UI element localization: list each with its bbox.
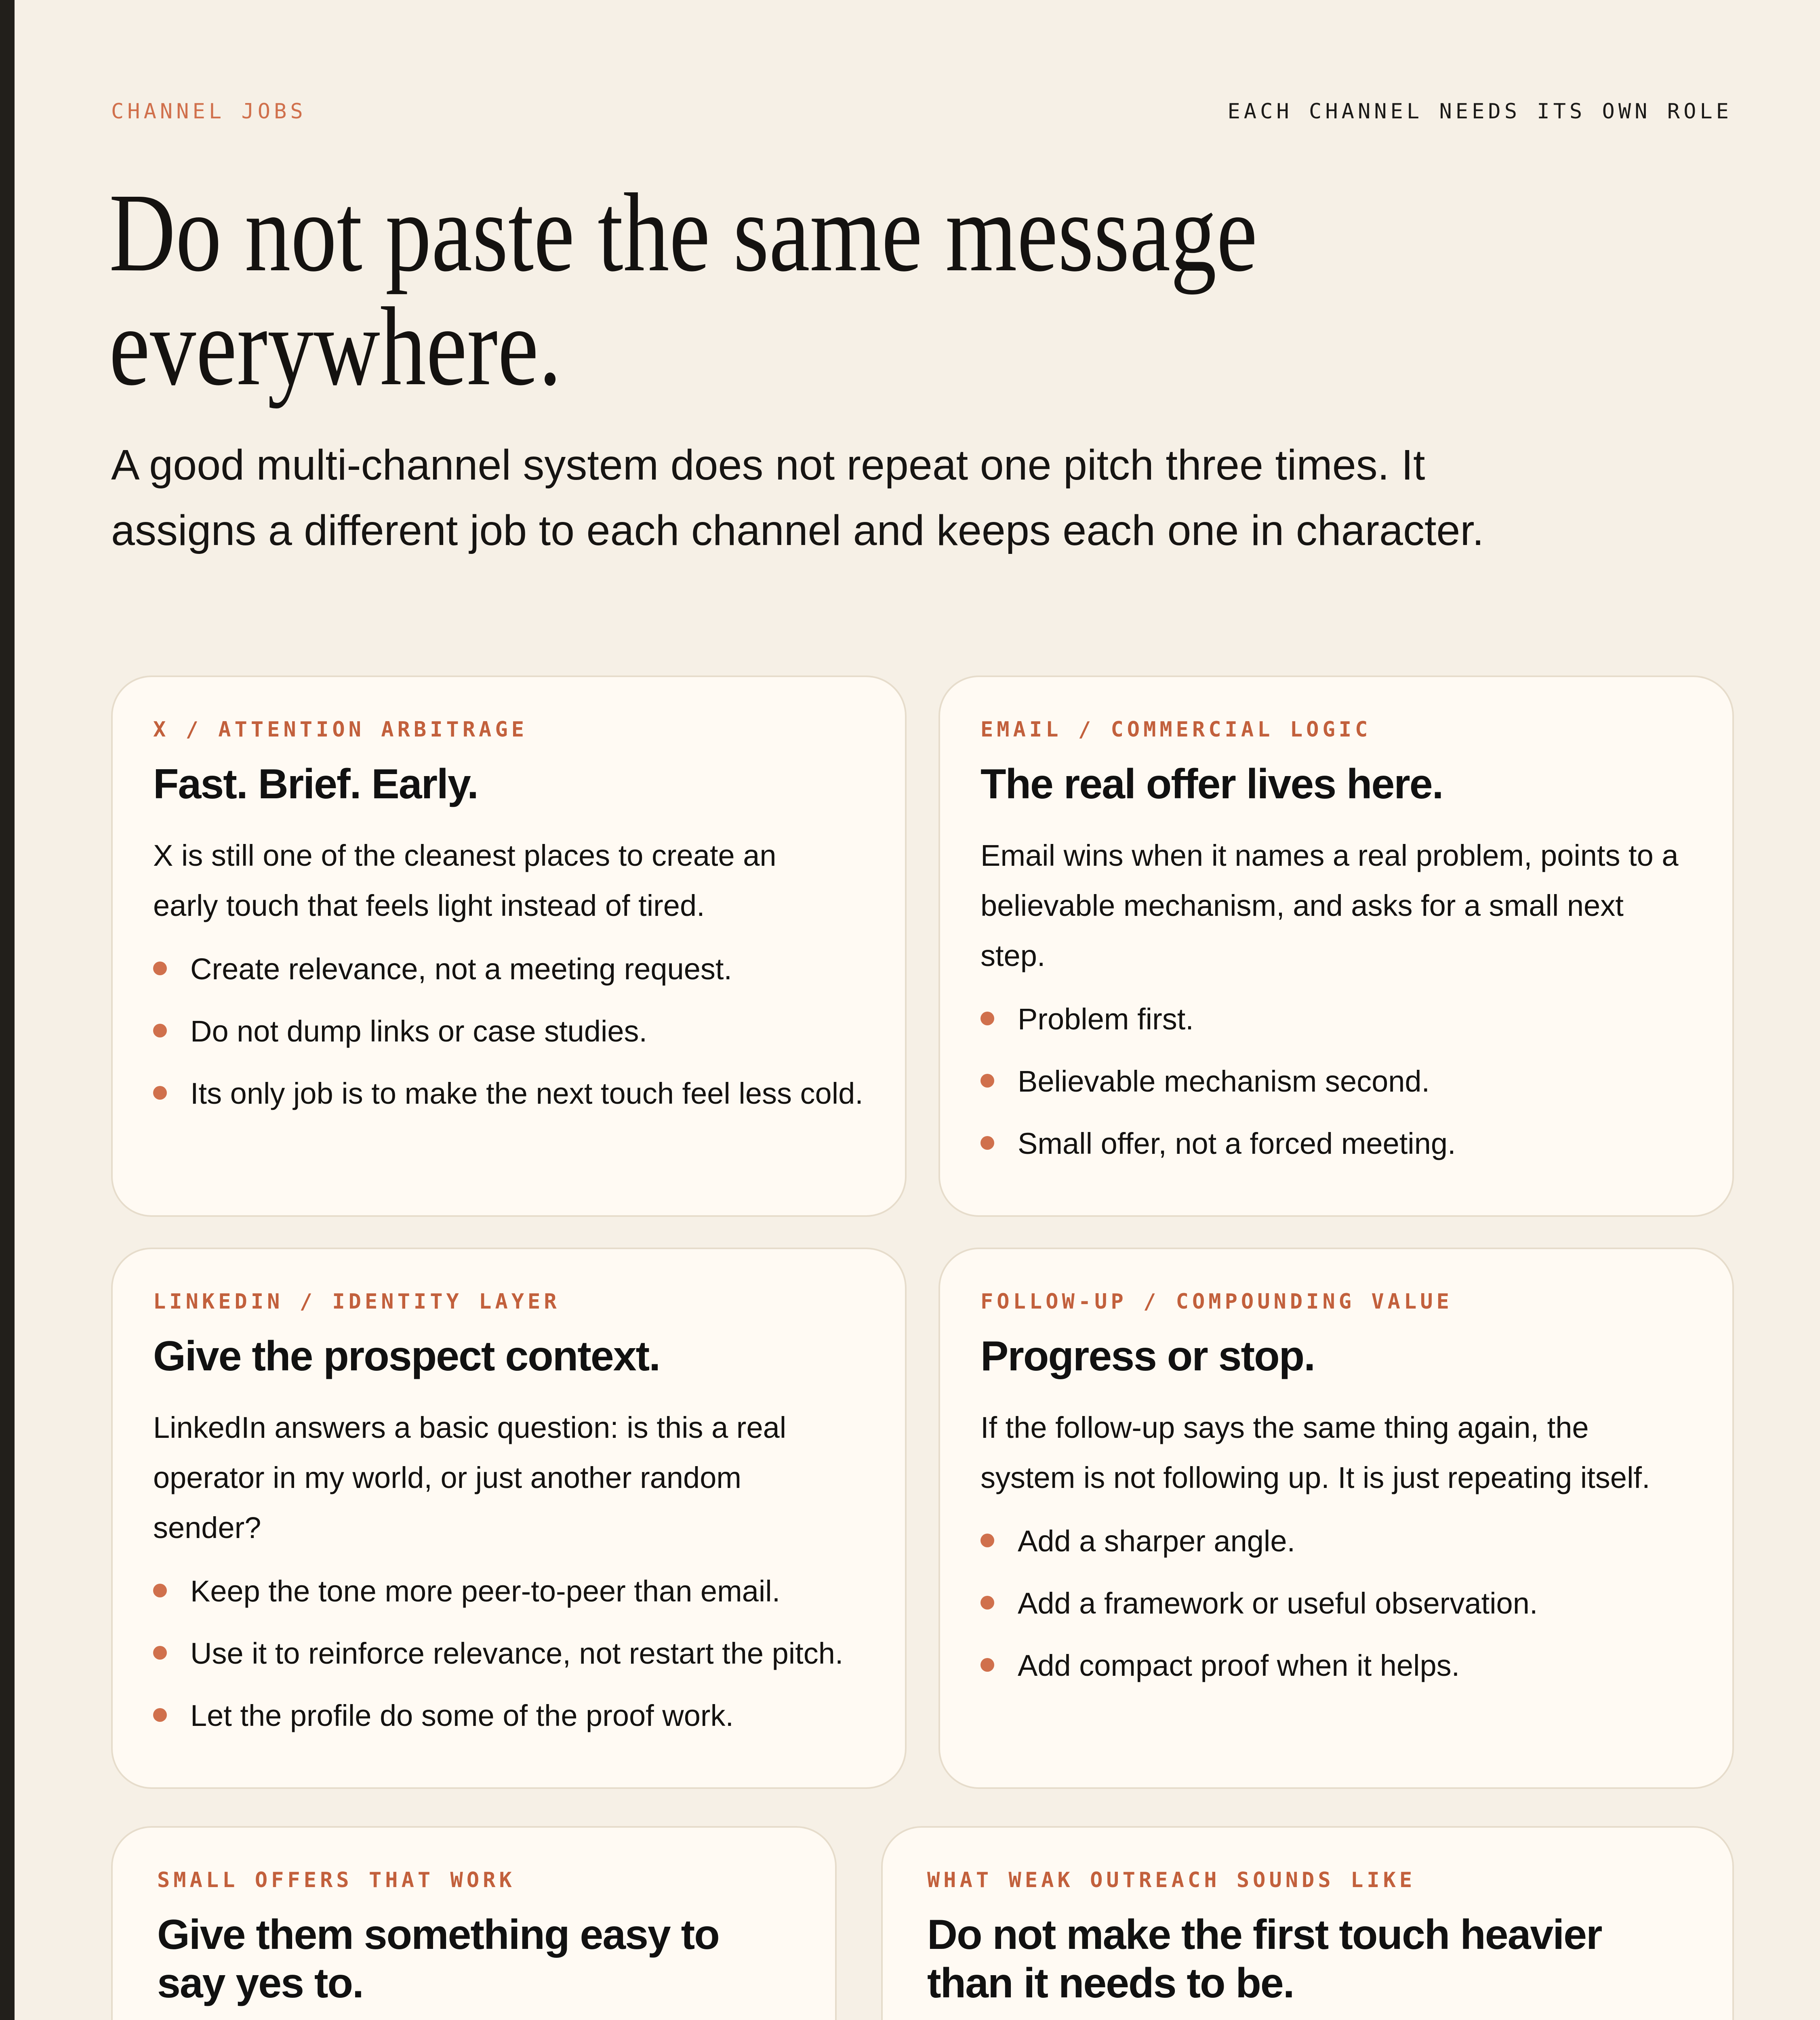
card-email (938, 675, 1734, 1217)
intro-paragraph: A good multi-channel system does not repeat one pitch three times. It assigns a different job to each channel and keeps each one in character. (111, 441, 1484, 554)
section-tagline: EACH CHANNEL NEEDS ITS OWN ROLE (1227, 99, 1732, 124)
section-kicker: CHANNEL JOBS (111, 99, 307, 124)
bullet-list (153, 938, 863, 1125)
list-item: Keep the tone more peer-to-peer than email. (153, 1560, 843, 1622)
list-item: Let the profile do some of the proof work. (153, 1685, 843, 1747)
list-item: Add a sharper angle. (980, 1510, 1538, 1572)
bullet-dot-icon (153, 1646, 167, 1660)
card-small-offers (111, 1826, 837, 2020)
card-follow-up (938, 1248, 1734, 1789)
bullet-dot-icon (980, 1012, 994, 1025)
card-title: Give the prospect context. (153, 1333, 660, 1380)
card-weak-outreach (881, 1826, 1734, 2020)
card-body: Email wins when it names a real problem, points to a believable mechanism, and asks for a small next step. (980, 839, 1679, 972)
card-title: Give them something easy to say yes to. (157, 1911, 719, 2007)
bullet-dot-icon (153, 1708, 167, 1722)
list-item (157, 2016, 457, 2020)
list-item (927, 2016, 1498, 2020)
bullet-dot-icon (980, 1534, 994, 1547)
page-title-line-1: Do not paste the same message (109, 170, 1258, 295)
bullet-dot-icon (980, 1658, 994, 1672)
card-body: LinkedIn answers a basic question: is this a real operator in my world, or just another random sender? (153, 1411, 787, 1544)
bullet-list (980, 1510, 1538, 1697)
card-title: Fast. Brief. Early. (153, 761, 478, 808)
list-item: Use it to reinforce relevance, not restart the pitch. (153, 1622, 843, 1685)
list-item: Create relevance, not a meeting request. (153, 938, 863, 1000)
card-body: If the follow-up says the same thing again, the system is not following up. It is just repeating itself. (980, 1411, 1650, 1494)
card-title: Progress or stop. (980, 1333, 1315, 1380)
card-x (111, 675, 907, 1217)
card-label: X / ATTENTION ARBITRAGE (153, 718, 528, 742)
list-item: Believable mechanism second. (980, 1050, 1456, 1113)
bullet-dot-icon (153, 962, 167, 975)
card-label: FOLLOW-UP / COMPOUNDING VALUE (980, 1290, 1453, 1314)
bullet-dot-icon (153, 1584, 167, 1597)
bullet-dot-icon (980, 1074, 994, 1088)
list-item: Its only job is to make the next touch feel less cold. (153, 1063, 863, 1125)
bullet-dot-icon (980, 1136, 994, 1150)
list-item: Small offer, not a forced meeting. (980, 1113, 1456, 1175)
bullet-list (157, 2016, 457, 2020)
card-label: EMAIL / COMMERCIAL LOGIC (980, 718, 1372, 742)
bullet-dot-icon (153, 1024, 167, 1037)
card-body: X is still one of the cleanest places to create an early touch that feels light instead of tired. (153, 839, 776, 922)
left-edge-bar (0, 0, 15, 2020)
card-title: Do not make the first touch heavier than it needs to be. (927, 1911, 1602, 2007)
list-item: Problem first. (980, 988, 1456, 1050)
card-label: WHAT WEAK OUTREACH SOUNDS LIKE (927, 1868, 1416, 1892)
bullet-list (980, 988, 1456, 1175)
bullet-list (153, 1560, 843, 1747)
card-title: The real offer lives here. (980, 761, 1443, 808)
bullet-list (927, 2016, 1498, 2020)
bullet-dot-icon (153, 1086, 167, 1100)
card-label: SMALL OFFERS THAT WORK (157, 1868, 515, 1892)
list-item: Do not dump links or case studies. (153, 1000, 863, 1063)
card-label: LINKEDIN / IDENTITY LAYER (153, 1290, 560, 1314)
page-title (109, 170, 1269, 409)
page-title-line-2: everywhere. (109, 284, 562, 409)
list-item: Add a framework or useful observation. (980, 1572, 1538, 1635)
card-linkedin (111, 1248, 907, 1789)
list-item: Add compact proof when it helps. (980, 1635, 1538, 1697)
bullet-dot-icon (980, 1596, 994, 1610)
